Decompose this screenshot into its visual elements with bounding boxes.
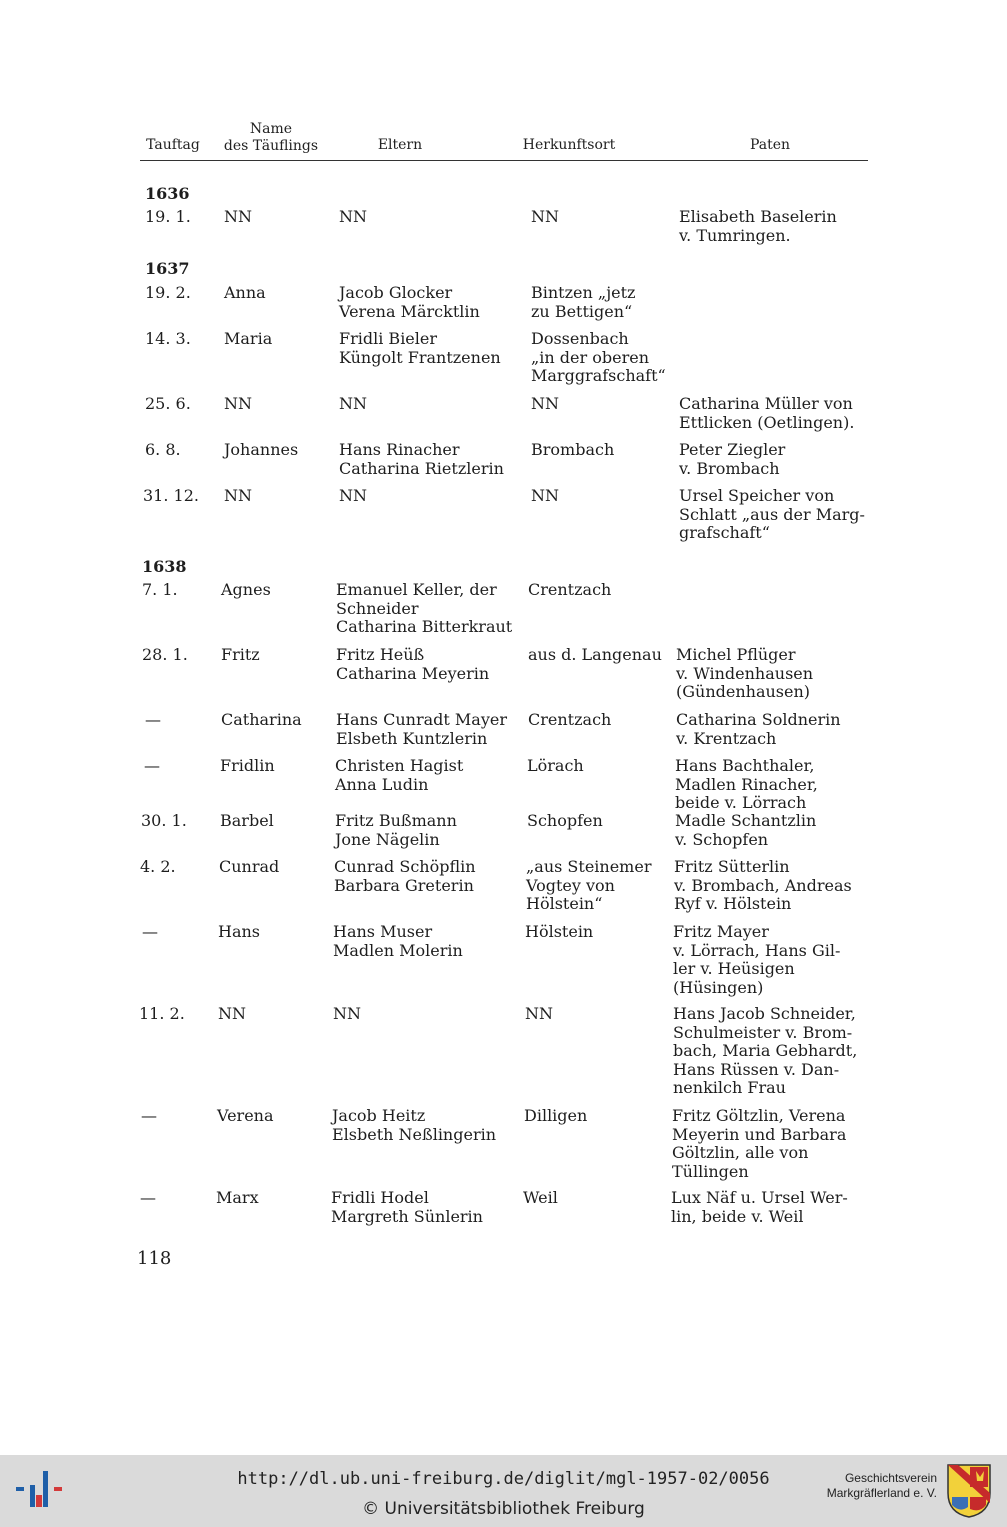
- cell-tauftag: [145, 711, 161, 730]
- header-rule: [140, 160, 868, 161]
- cell-line: Verena: [217, 1106, 274, 1125]
- cell-line: Hans: [218, 922, 261, 941]
- cell-herkunftsort: [531, 284, 635, 321]
- cell-paten: [673, 1005, 857, 1098]
- cell-line: Fritz Bußmann: [335, 811, 457, 830]
- cell-line: Elsbeth Neßlingerin: [332, 1124, 497, 1144]
- header-tauftag: Tauftag: [146, 137, 200, 153]
- cell-name: [224, 208, 252, 227]
- cell-herkunftsort: [531, 441, 614, 460]
- cell-tauftag: [145, 284, 191, 303]
- cell-line: Crentzach: [528, 710, 612, 729]
- cell-tauftag: [140, 858, 176, 877]
- cell-name: [224, 330, 272, 349]
- cell-eltern: [331, 1189, 483, 1226]
- cell-line: bach, Maria Gebhardt,: [673, 1041, 858, 1060]
- cell-line: Fritz Heüß: [336, 645, 425, 664]
- page-number: 118: [137, 1248, 172, 1269]
- cell-name: [217, 1107, 274, 1126]
- footer-bar: [0, 1455, 1007, 1527]
- cell-herkunftsort: [531, 487, 559, 506]
- cell-eltern: [339, 395, 367, 414]
- cell-line: NN: [531, 394, 559, 413]
- cell-line: Barbel: [220, 811, 274, 830]
- cell-line: 14. 3.: [145, 329, 191, 348]
- cell-line: Hans Rinacher: [339, 440, 460, 459]
- cell-name: [220, 812, 274, 831]
- cell-line: Anna Ludin: [335, 774, 429, 794]
- cell-paten: [675, 812, 816, 849]
- cell-paten: [679, 395, 854, 432]
- cell-line: Elsbeth Kuntzlerin: [336, 728, 488, 748]
- cell-line: lin, beide v. Weil: [671, 1206, 804, 1226]
- cell-line: Fritz Göltzlin, Verena: [672, 1106, 846, 1125]
- header-name-line1: Name: [249, 121, 293, 137]
- cell-line: Bintzen „jetz: [531, 283, 636, 302]
- cell-tauftag: [142, 646, 188, 665]
- cell-line: ler v. Heüsigen: [673, 959, 795, 978]
- cell-name: [216, 1189, 259, 1208]
- cell-herkunftsort: [525, 923, 593, 942]
- cell-line: Cunrad Schöpflin: [334, 857, 476, 876]
- cell-line: „aus Steinemer: [526, 857, 652, 876]
- cell-eltern: [335, 812, 457, 849]
- cell-eltern: [336, 646, 489, 683]
- header-herkunftsort: Herkunftsort: [522, 137, 616, 153]
- cell-line: Hans Jacob Schneider,: [673, 1004, 856, 1023]
- cell-line: Verena Märcktlin: [339, 301, 480, 321]
- cell-line: —: [144, 756, 160, 775]
- cell-tauftag: [142, 923, 158, 942]
- cell-line: —: [142, 922, 158, 941]
- footer-organization: [827, 1471, 937, 1501]
- footer-org-line1: Geschichtsverein: [844, 1471, 937, 1485]
- cell-eltern: [336, 711, 507, 748]
- footer-org-line2: Markgräflerland e. V.: [826, 1486, 937, 1500]
- cell-line: 31. 12.: [143, 486, 199, 505]
- cell-eltern: [339, 284, 480, 321]
- cell-line: Schlatt „aus der Marg-: [679, 504, 865, 524]
- cell-line: NN: [224, 207, 252, 226]
- cell-line: zu Bettigen“: [531, 301, 633, 321]
- cell-line: Fridlin: [220, 756, 275, 775]
- cell-tauftag: [142, 581, 178, 600]
- cell-line: Ettlicken (Oetlingen).: [679, 412, 855, 432]
- cell-line: Elisabeth Baselerin: [679, 207, 837, 226]
- cell-line: Agnes: [221, 580, 271, 599]
- cell-tauftag: [145, 208, 191, 227]
- cell-line: Weil: [523, 1188, 558, 1207]
- cell-herkunftsort: [523, 1189, 558, 1208]
- cell-eltern: [333, 923, 463, 960]
- cell-line: 19. 1.: [145, 207, 191, 226]
- cell-line: Fridli Bieler: [339, 329, 438, 348]
- cell-eltern: [334, 858, 476, 895]
- cell-tauftag: [145, 395, 191, 414]
- cell-line: Fritz Sütterlin: [674, 857, 790, 876]
- cell-line: Dossenbach: [531, 329, 629, 348]
- cell-line: 28. 1.: [142, 645, 188, 664]
- cell-paten: [673, 923, 840, 997]
- cell-line: Barbara Greterin: [334, 875, 474, 895]
- cell-line: Catharina Bitterkraut: [336, 617, 513, 636]
- header-paten: Paten: [749, 137, 791, 153]
- cell-line: Brombach: [531, 440, 615, 459]
- cell-line: Marggrafschaft“: [531, 366, 666, 385]
- cell-line: Catharina Soldnerin: [676, 710, 841, 729]
- cell-line: v. Krentzach: [676, 728, 777, 748]
- cell-eltern: [339, 330, 501, 367]
- cell-line: NN: [339, 394, 367, 413]
- cell-tauftag: [143, 487, 199, 506]
- cell-eltern: [339, 208, 367, 227]
- cell-line: Dilligen: [524, 1106, 588, 1125]
- cell-line: aus d. Langenau: [528, 645, 662, 664]
- cell-name: [224, 395, 252, 414]
- cell-line: NN: [525, 1004, 553, 1023]
- cell-herkunftsort: [527, 757, 584, 776]
- cell-tauftag: [144, 757, 160, 776]
- cell-line: Maria: [224, 329, 273, 348]
- cell-line: 19. 2.: [145, 283, 191, 302]
- cell-line: Küngolt Frantzenen: [339, 347, 501, 367]
- cell-line: Hölstein: [525, 922, 594, 941]
- cell-line: (Gündenhausen): [676, 682, 811, 701]
- cell-tauftag: [141, 812, 187, 831]
- cell-tauftag: [141, 1107, 157, 1126]
- cell-name: [221, 711, 302, 730]
- cell-line: 25. 6.: [145, 394, 191, 413]
- cell-herkunftsort: [524, 1107, 587, 1126]
- cell-paten: [679, 487, 865, 543]
- year-heading: 1638: [142, 557, 187, 576]
- cell-line: Hans Bachthaler,: [675, 756, 815, 775]
- cell-name: [221, 581, 271, 600]
- cell-line: Michel Pflüger: [676, 645, 796, 664]
- cell-line: Christen Hagist: [335, 756, 464, 775]
- cell-line: Cunrad: [219, 857, 280, 876]
- cell-line: Göltzlin, alle von: [672, 1143, 809, 1162]
- cell-tauftag: [140, 1189, 156, 1208]
- cell-line: Madlen Rinacher,: [675, 774, 818, 794]
- cell-paten: [672, 1107, 846, 1181]
- cell-line: Catharina Müller von: [679, 394, 853, 413]
- cell-paten: [674, 858, 852, 914]
- cell-line: Lörach: [527, 756, 584, 775]
- cell-line: Margreth Sünlerin: [331, 1206, 483, 1226]
- cell-line: Tüllingen: [672, 1161, 749, 1181]
- cell-name: [221, 646, 260, 665]
- cell-line: Anna: [224, 283, 266, 302]
- cell-herkunftsort: [527, 812, 603, 831]
- cell-eltern: [339, 487, 367, 506]
- cell-herkunftsort: [528, 711, 611, 730]
- cell-name: [218, 1005, 246, 1024]
- cell-line: NN: [224, 486, 252, 505]
- header-name-line2: des Täuflings: [223, 138, 319, 154]
- cell-paten: [675, 757, 818, 813]
- cell-line: Schneider: [336, 598, 419, 618]
- cell-eltern: [333, 1005, 361, 1024]
- cell-line: Vogtey von: [526, 875, 615, 895]
- cell-line: Hans Rüssen v. Dan-: [673, 1059, 840, 1079]
- cell-line: Madle Schantzlin: [675, 811, 817, 830]
- cell-line: Johannes: [224, 440, 299, 459]
- cell-tauftag: [139, 1005, 185, 1024]
- cell-line: 11. 2.: [139, 1004, 185, 1023]
- cell-line: Emanuel Keller, der: [336, 580, 497, 599]
- cell-line: NN: [224, 394, 252, 413]
- cell-line: v. Schopfen: [675, 829, 769, 849]
- cell-herkunftsort: [531, 395, 559, 414]
- cell-line: —: [140, 1188, 156, 1207]
- cell-line: Schopfen: [527, 811, 603, 830]
- cell-line: NN: [218, 1004, 246, 1023]
- cell-line: v. Windenhausen: [676, 663, 814, 683]
- cell-line: 30. 1.: [141, 811, 187, 830]
- year-heading: 1637: [145, 259, 190, 278]
- cell-line: beide v. Lörrach: [675, 793, 807, 812]
- cell-line: NN: [339, 207, 367, 226]
- cell-line: Schulmeister v. Brom-: [673, 1022, 853, 1042]
- cell-paten: [679, 441, 785, 478]
- cell-line: Crentzach: [528, 580, 612, 599]
- cell-paten: [676, 646, 813, 702]
- cell-line: 6. 8.: [145, 440, 181, 459]
- cell-line: (Hüsingen): [673, 977, 764, 997]
- cell-line: Catharina: [221, 710, 302, 729]
- cell-line: Jacob Heitz: [332, 1106, 426, 1125]
- cell-tauftag: [145, 330, 191, 349]
- cell-line: —: [145, 710, 161, 729]
- cell-line: v. Tumringen.: [679, 225, 791, 245]
- cell-line: 7. 1.: [142, 580, 178, 599]
- cell-name: [218, 923, 260, 942]
- cell-line: Marx: [216, 1188, 259, 1207]
- cell-line: Jone Nägelin: [335, 829, 440, 849]
- cell-paten: [671, 1189, 848, 1226]
- cell-line: grafschaft“: [679, 523, 770, 542]
- cell-name: [224, 487, 252, 506]
- cell-herkunftsort: [531, 330, 666, 386]
- cell-line: Hans Cunradt Mayer: [336, 710, 507, 729]
- cell-herkunftsort: [531, 208, 559, 227]
- cell-line: Fritz Mayer: [673, 922, 769, 941]
- cell-line: Ursel Speicher von: [679, 486, 835, 505]
- cell-line: Meyerin und Barbara: [672, 1124, 847, 1144]
- header-name: [222, 121, 320, 155]
- cell-name: [219, 858, 279, 877]
- cell-line: nenkilch Frau: [673, 1078, 786, 1097]
- year-heading: 1636: [145, 184, 190, 203]
- cell-paten: [679, 208, 837, 245]
- header-eltern: Eltern: [377, 137, 423, 153]
- cell-name: [220, 757, 275, 776]
- cell-herkunftsort: [526, 858, 651, 914]
- cell-line: v. Lörrach, Hans Gil-: [673, 940, 841, 960]
- cell-line: „in der oberen: [531, 347, 650, 367]
- cell-line: Fritz: [221, 645, 260, 664]
- cell-eltern: [339, 441, 504, 478]
- cell-paten: [676, 711, 841, 748]
- cell-line: NN: [531, 486, 559, 505]
- cell-tauftag: [145, 441, 181, 460]
- cell-line: Fridli Hodel: [331, 1188, 429, 1207]
- cell-line: —: [141, 1106, 157, 1125]
- cell-eltern: [332, 1107, 496, 1144]
- cell-line: Madlen Molerin: [333, 940, 463, 960]
- cell-line: Peter Ziegler: [679, 440, 786, 459]
- cell-line: NN: [531, 207, 559, 226]
- cell-line: v. Brombach, Andreas: [674, 875, 852, 895]
- cell-line: NN: [339, 486, 367, 505]
- coat-of-arms-icon: [946, 1463, 992, 1519]
- cell-herkunftsort: [525, 1005, 553, 1024]
- footer-url[interactable]: http://dl.ub.uni-freiburg.de/diglit/mgl-1957-02/0056: [237, 1469, 770, 1489]
- cell-name: [224, 284, 266, 303]
- cell-line: Catharina Meyerin: [336, 663, 490, 683]
- cell-herkunftsort: [528, 646, 662, 665]
- cell-line: Ryf v. Hölstein: [674, 894, 792, 913]
- cell-line: NN: [333, 1004, 361, 1023]
- cell-herkunftsort: [528, 581, 611, 600]
- cell-eltern: [335, 757, 463, 794]
- cell-line: Lux Näf u. Ursel Wer-: [671, 1188, 848, 1207]
- cell-line: 4. 2.: [140, 857, 176, 876]
- cell-line: Catharina Rietzlerin: [339, 458, 504, 478]
- cell-line: Hans Muser: [333, 922, 433, 941]
- cell-line: Hölstein“: [526, 894, 603, 913]
- cell-line: Jacob Glocker: [339, 283, 453, 302]
- cell-eltern: [336, 581, 512, 637]
- footer-copyright: © Universitätsbibliothek Freiburg: [362, 1499, 645, 1519]
- cell-name: [224, 441, 298, 460]
- cell-line: v. Brombach: [679, 458, 780, 478]
